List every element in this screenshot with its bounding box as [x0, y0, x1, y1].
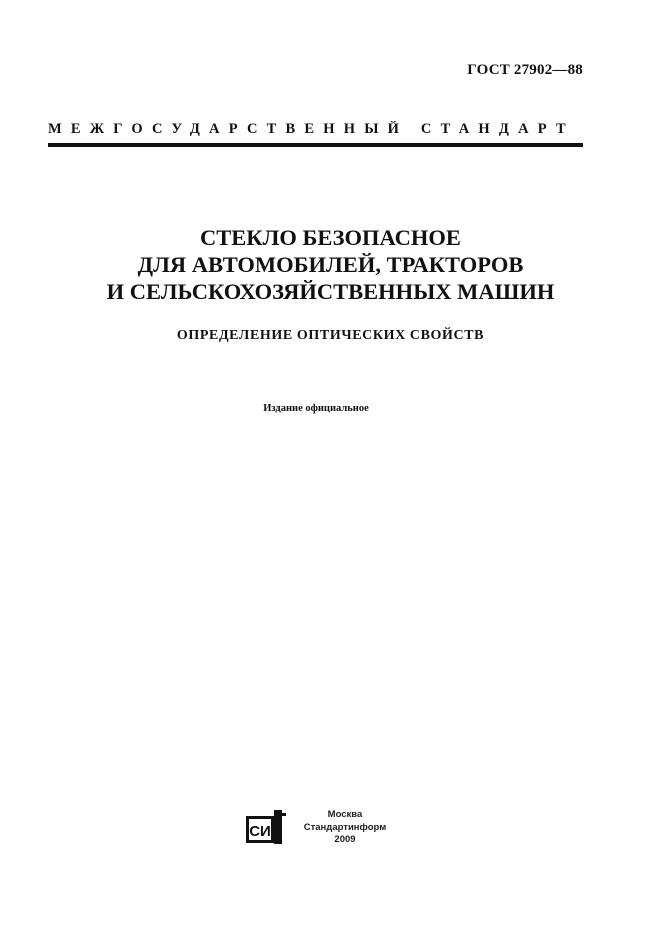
publisher-name: Стандартинформ	[303, 821, 387, 833]
title-line-2: ДЛЯ АВТОМОБИЛЕЙ, ТРАКТОРОВ	[137, 252, 524, 277]
standartinform-logo-icon	[245, 810, 287, 844]
title-line-1: СТЕКЛО БЕЗОПАСНОЕ	[200, 225, 461, 250]
gost-number: ГОСТ 27902—88	[467, 62, 583, 78]
logo-text: СИ	[249, 823, 271, 840]
publisher-city: Москва	[327, 809, 363, 820]
standard-type-label: МЕЖГОСУДАРСТВЕННЫЙ СТАНДАРТ	[48, 121, 575, 137]
document-subtitle: ОПРЕДЕЛЕНИЕ ОПТИЧЕСКИХ СВОЙСТВ	[176, 328, 485, 343]
header-divider	[48, 143, 583, 147]
document-title	[0, 224, 661, 305]
edition-note: Издание официальное	[263, 403, 369, 414]
publisher-year: 2009	[334, 834, 356, 845]
title-line-3: И СЕЛЬСКОХОЗЯЙСТВЕННЫХ МАШИН	[106, 279, 555, 304]
publisher-imprint	[300, 809, 390, 847]
